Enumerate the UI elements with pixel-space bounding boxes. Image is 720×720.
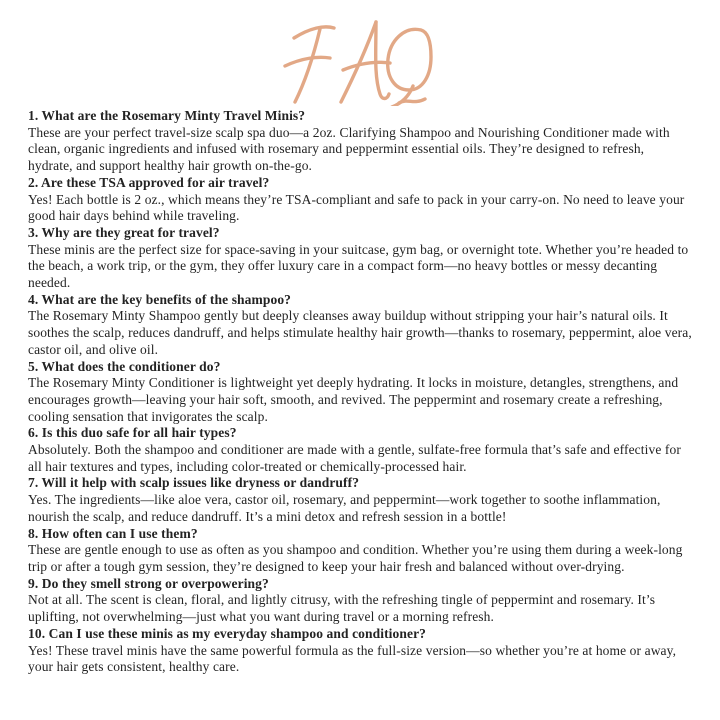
faq-answer: Yes. The ingredients—like aloe vera, castor oil, rosemary, and peppermint—work together to soothe inflammation, nourish the scalp, and reduce dandruff. It’s a mini detox and refresh session in a bottle! (28, 492, 661, 524)
faq-answer: Absolutely. Both the shampoo and conditioner are made with a gentle, sulfate-free formula that’s safe and effective for all hair textures and types, including color-treated or chemically-processed hair. (28, 442, 681, 474)
faq-question: 2. Are these TSA approved for air travel? (28, 174, 270, 190)
faq-item (28, 359, 692, 426)
faq-item (28, 475, 692, 525)
faq-item (28, 626, 692, 676)
faq-question: 7. Will it help with scalp issues like dryness or dandruff? (28, 475, 360, 491)
faq-question: 6. Is this duo safe for all hair types? (28, 425, 237, 441)
faq-script-lettering-icon (275, 14, 445, 106)
faq-question: 8. How often can I use them? (28, 525, 198, 541)
page-title-text (275, 12, 276, 13)
faq-answer: Not at all. The scent is clean, floral, and lightly citrusy, with the refreshing tingle of peppermint and rosemary. It’s uplifting, not overwhelming—just what you want during travel or a morning refresh. (28, 592, 656, 625)
faq-item (28, 108, 692, 175)
faq-question: 3. Why are they great for travel? (28, 224, 220, 240)
faq-question: 1. What are the Rosemary Minty Travel Minis? (28, 108, 306, 123)
faq-item (28, 526, 692, 576)
faq-list (28, 108, 692, 676)
faq-answer: These are gentle enough to use as often as you shampoo and condition. Whether you’re using them during a week-long trip or after a tough gym session, they’re designed to keep your hair fresh and balanced without over-drying. (28, 542, 683, 574)
faq-question: 4. What are the key benefits of the shampoo? (28, 291, 292, 307)
faq-item (28, 175, 692, 225)
faq-item (28, 576, 692, 626)
faq-answer: These minis are the perfect size for space-saving in your suitcase, gym bag, or overnight tote. Whether you’re headed to the beach, a work trip, or the gym, they offer luxury care in a compact form—no heavy bottles or messy decanting needed. (28, 241, 689, 291)
page-title (28, 12, 692, 106)
faq-question: 5. What does the conditioner do? (28, 358, 221, 374)
faq-question: 9. Do they smell strong or overpowering? (28, 575, 269, 591)
faq-answer: The Rosemary Minty Shampoo gently but deeply cleanses away buildup without stripping your hair’s natural oils. It soothes the scalp, reduces dandruff, and helps stimulate healthy hair growth—thanks to rosemary, peppermint, aloe vera, castor oil, and olive oil. (28, 308, 692, 357)
faq-item (28, 425, 692, 475)
faq-item (28, 225, 692, 292)
faq-item (28, 292, 692, 359)
faq-answer: Yes! Each bottle is 2 oz., which means they’re TSA-compliant and safe to pack in your carry-on. No need to leave your good hair days behind while traveling. (28, 191, 685, 224)
faq-answer: Yes! These travel minis have the same powerful formula as the full-size version—so whether you’re at home or away, your hair gets consistent, healthy care. (28, 642, 677, 675)
faq-question: 10. Can I use these minis as my everyday shampoo and conditioner? (28, 625, 427, 641)
faq-answer: The Rosemary Minty Conditioner is lightweight yet deeply hydrating. It locks in moisture, detangles, strengthens, and encourages growth—leaving your hair soft, smooth, and revived. The peppermint and rosemary create a refreshing, cooling sensation that invigorates the scalp. (28, 375, 679, 424)
faq-answer: These are your perfect travel-size scalp spa duo—a 2oz. Clarifying Shampoo and Nourishing Conditioner made with clean, organic ingredients and infused with rosemary and peppermint essential oils. They’re designed to refresh, hydrate, and support healthy hair growth on-the-go. (28, 124, 670, 174)
